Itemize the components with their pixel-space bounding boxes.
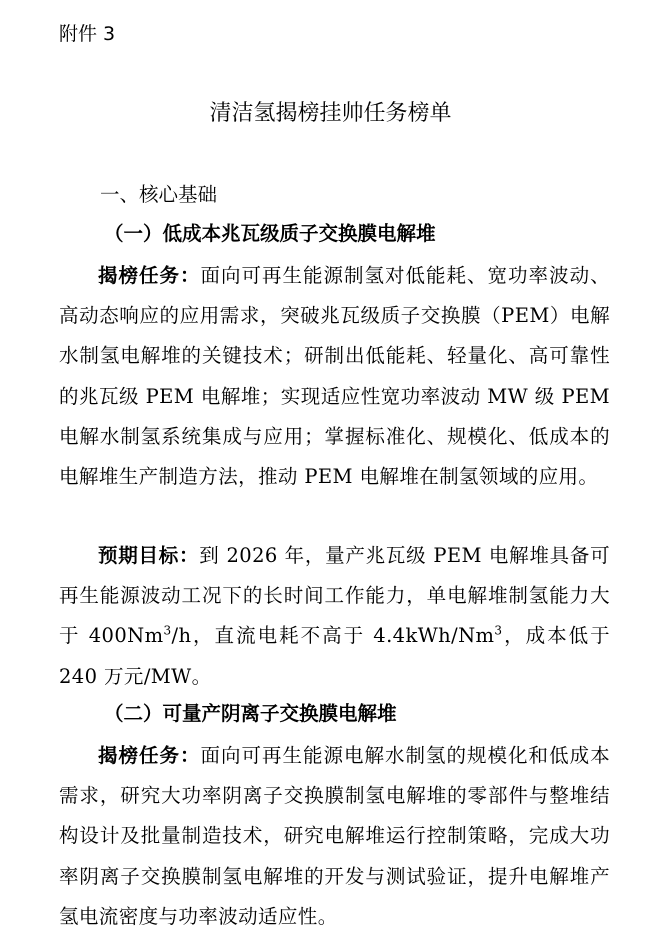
attachment-label: 附件 3	[59, 23, 116, 45]
item2-task-text: 面向可再生能源电解水制氢的规模化和低成本需求，研究大功率阴离子交换膜制氢电解堆的零部件与整堆结构设计及批量制造技术，研究电解堆运行控制策略，完成大功率阴离子交换膜制氢电解堆的开发与测试验证，提升电解堆产氢电流密度与功率波动适应性。	[59, 744, 610, 928]
item1-goal-label: 预期目标：	[98, 544, 200, 567]
document-title: 清洁氢揭榜挂帅任务榜单	[209, 101, 452, 126]
item2-heading: （二）可量产阴离子交换膜电解堆	[104, 702, 397, 725]
item2-task-paragraph	[59, 736, 610, 937]
item1-goal-superscript-2: 3	[494, 623, 503, 638]
item1-task-label: 揭榜任务：	[98, 264, 201, 287]
item1-goal-text-2: /h，直流电耗不高于 4.4kWh/Nm	[171, 624, 495, 648]
item1-goal-text-3: ，成本低于 240 万元/MW。	[59, 624, 610, 688]
item1-heading: （一）低成本兆瓦级质子交换膜电解堆	[104, 222, 436, 245]
item1-goal-text-1: 到 2026 年，量产兆瓦级 PEM 电解堆具备可再生能源波动工况下的长时间工作能力，单电解堆制氢能力大于 400Nm	[59, 544, 610, 648]
item1-task-text: 面向可再生能源制氢对低能耗、宽功率波动、高动态响应的应用需求，突破兆瓦级质子交换膜（PEM）电解水制氢电解堆的关键技术；研制出低能耗、轻量化、高可靠性的兆瓦级 PEM 电解堆；实现适应性宽功率波动 MW 级 PEM 电解水制氢系统集成与应用；掌握标准化、规模化、低成本的电解堆生产制造方法，推动 PEM 电解堆在制氢领域的应用。	[59, 264, 610, 489]
section-heading: 一、核心基础	[100, 183, 218, 206]
item1-goal-superscript-1: 3	[163, 623, 172, 638]
item1-task-paragraph	[59, 256, 610, 497]
item1-goal-paragraph	[59, 536, 610, 697]
item2-task-label: 揭榜任务：	[98, 744, 201, 767]
